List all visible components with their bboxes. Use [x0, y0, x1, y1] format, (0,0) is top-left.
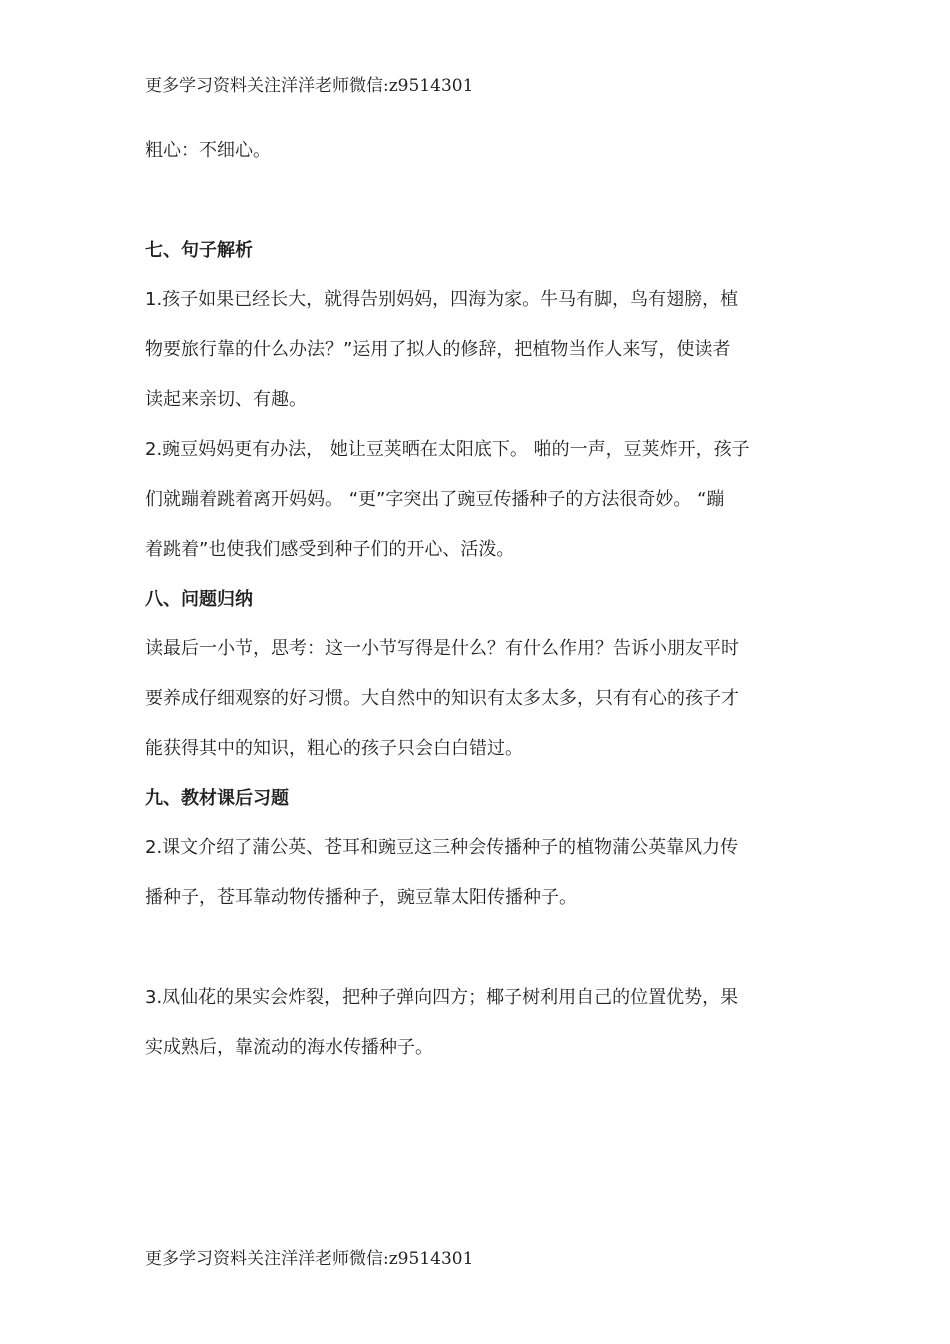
page-header: 更多学习资料关注洋洋老师微信:z9514301: [145, 76, 474, 96]
paragraph-line: 2.课文介绍了蒲公英、苍耳和豌豆这三种会传播种子的植物蒲公英靠风力传: [145, 837, 739, 858]
paragraph-line: 着跳着”也使我们感受到种子们的开心、活泼。: [145, 539, 515, 560]
vocab-line: 粗心：不细心。: [145, 140, 271, 161]
paragraph-line: 读最后一小节，思考：这一小节写得是什么？有什么作用？告诉小朋友平时: [145, 638, 739, 659]
paragraph-line: 们就蹦着跳着离开妈妈。 “更”字突出了豌豆传播种子的方法很奇妙。 “蹦: [145, 489, 725, 510]
paragraph-line: 3.凤仙花的果实会炸裂，把种子弹向四方；椰子树利用自己的位置优势，果: [145, 987, 739, 1008]
page-footer: 更多学习资料关注洋洋老师微信:z9514301: [145, 1249, 474, 1269]
section-7-heading: 七、句子解析: [145, 240, 253, 261]
paragraph-line: 要养成仔细观察的好习惯。大自然中的知识有太多太多，只有有心的孩子才: [145, 688, 739, 709]
paragraph-line: 物要旅行靠的什么办法？”运用了拟人的修辞，把植物当作人来写，使读者: [145, 339, 731, 360]
section-8-heading: 八、问题归纳: [145, 589, 253, 610]
paragraph-line: 读起来亲切、有趣。: [145, 389, 307, 410]
paragraph-line: 2.豌豆妈妈更有办法， 她让豆荚晒在太阳底下。 啪的一声，豆荚炸开，孩子: [145, 439, 750, 460]
paragraph-line: 实成熟后，靠流动的海水传播种子。: [145, 1037, 433, 1058]
paragraph-line: 播种子，苍耳靠动物传播种子，豌豆靠太阳传播种子。: [145, 887, 577, 908]
section-9-heading: 九、教材课后习题: [145, 788, 289, 809]
paragraph-line: 1.孩子如果已经长大，就得告别妈妈，四海为家。牛马有脚，鸟有翅膀，植: [145, 289, 739, 310]
paragraph-line: 能获得其中的知识，粗心的孩子只会白白错过。: [145, 738, 523, 759]
